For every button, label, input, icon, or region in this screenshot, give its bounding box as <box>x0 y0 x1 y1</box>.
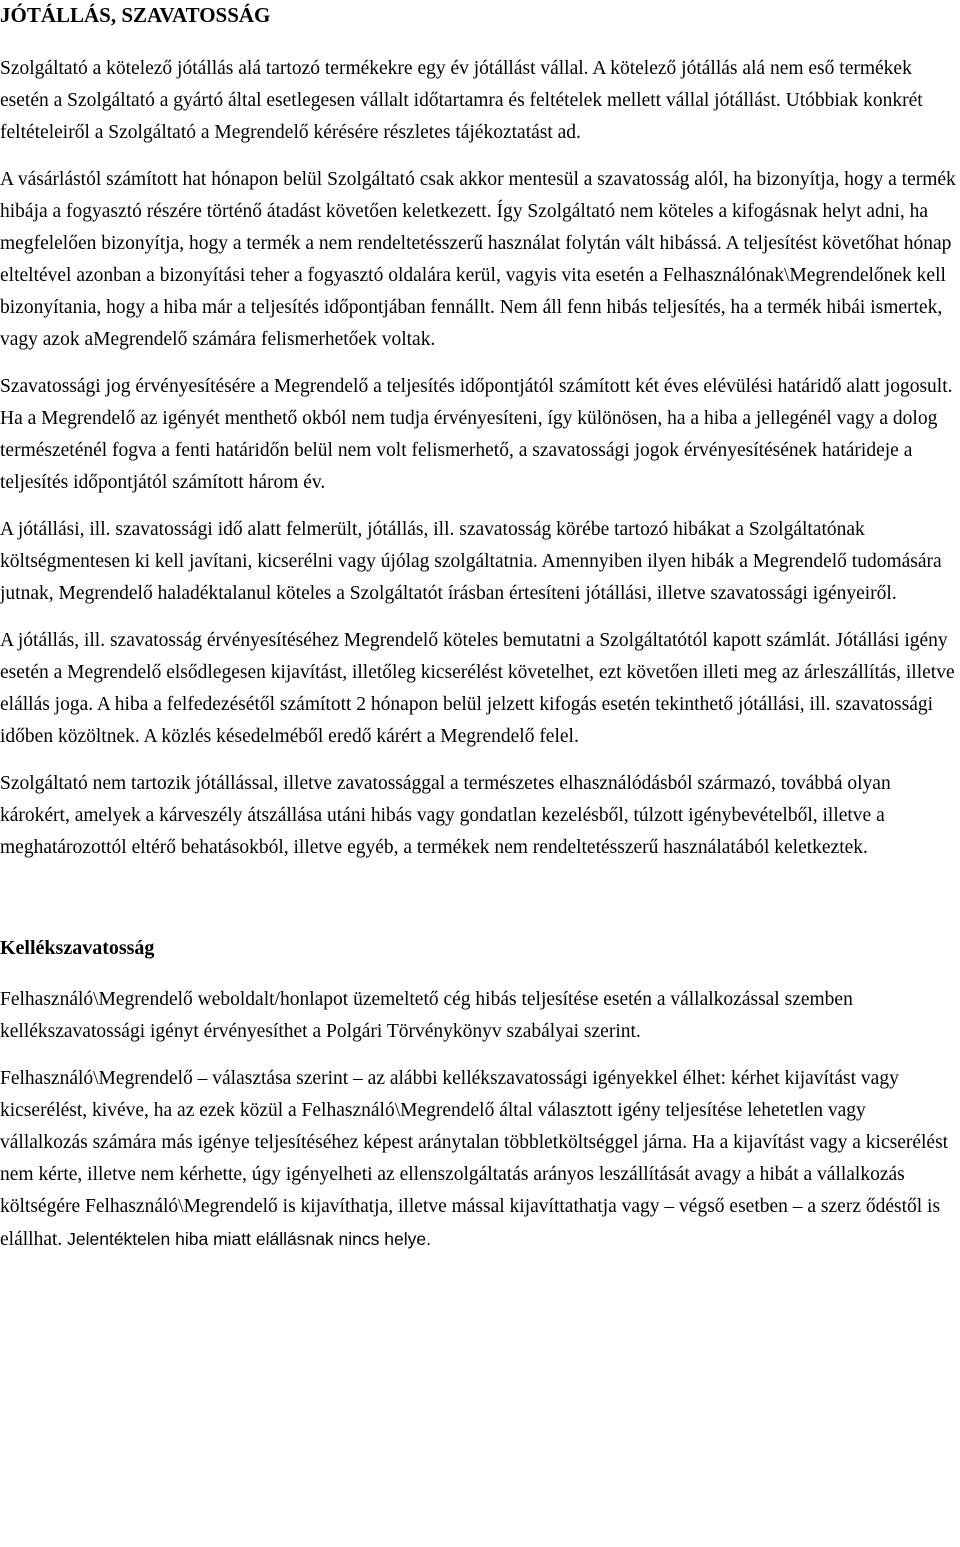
section-title: JÓTÁLLÁS, SZAVATOSSÁG <box>0 3 271 27</box>
paragraph-szavatossag-hat-honap <box>0 164 958 356</box>
paragraph-jotallas-1 <box>0 53 958 149</box>
paragraph-szavatossag-hat-honap-part-a: A vásárlástól számított hat hónapon belül Szolgáltató csak akkor mentesül a szavatosság alól, ha bizonyítja, hogy a termék hibája a fogyasztó részére történő átadást követően keletkezett. Így Szolgáltató nem köteles a kifogásnak helyt adni, ha megfelelően bizonyítja, hogy a termék a nem rendeltetésszerű használat folytán vált hibássá. <box>0 169 956 254</box>
paragraph-kellek-2-tail: Jelentéktelen hiba miatt elállásnak nincs helye. <box>62 1229 431 1249</box>
paragraph-kellek-2-main: Felhasználó\Megrendelő – választása szerint – az alábbi kellékszavatossági igényekkel élhet: kérhet kijavítást vagy kicserélést, kivéve, ha az ezek közül a Felhasználó\Megrendelő által választott igény teljesítése lehetetlen vagy vállalkozás számára más igénye teljesítéséhez képest aránytalan többletköltséggel járna. Ha a kijavítást vagy a kicserélést nem kérte, illetve nem kérhette, úgy igényelheti az ellenszolgáltatás arányos leszállítását avagy a hibát a vállalkozás költségére Felhasználó\Megrendelő is kijavíthatja, illetve mással kijavíttathatja vagy – végső esetben – a szerz ődéstől is elállhat. <box>0 1068 949 1250</box>
paragraph-kizart-esetek: Szolgáltató nem tartozik jótállással, illetve zavatossággal a természetes elhasználódásból származó, továbbá olyan károkért, amelyek a kárveszély átszállása utáni hibás vagy gondatlan kezelésből, túlzott igénybevételből, illetve a meghatározottól eltérő behatásokból, illetve egyéb, a termékek nem rendeltetésszerű használatából keletkeztek. <box>0 773 891 858</box>
kellekszavatossag-heading: Kellékszavatosság <box>0 937 155 959</box>
paragraph-szamla-bemutatasa: A jótállás, ill. szavatosság érvényesítéséhez Megrendelő köteles bemutatni a Szolgáltatótól kapott számlát. Jótállási igény esetén a Megrendelő elsődlegesen kijavítást, illetőleg kicserélést követelhet, ezt követően illeti meg az árleszállítás, illetve elállás joga. A hiba a felfedezésétől számított 2 hónapon belül jelzett kifogás esetén tekinthető jótállási, ill. szavatossági időben közöltnek. A közlés késedelméből eredő kárért a Megrendelő felel. <box>0 630 955 747</box>
paragraph-kellek-1: Felhasználó\Megrendelő weboldalt/honlapot üzemeltető cég hibás teljesítése esetén a vállalkozással szemben kellékszavatossági igényt érvényesíthet a Polgári Törvénykönyv szabályai szerint. <box>0 989 853 1042</box>
paragraph-szavatossagi-jog: Szavatossági jog érvényesítésére a Megrendelő a teljesítés időpontjától számított két éves elévülési határidő alatt jogosult. Ha a Megrendelő az igényét menthető okból nem tudja érvényesíteni, így különösen, ha a hiba a jellegénél vagy a dolog természeténél fogva a fenti határidőn belül nem volt felismerhető, a szavatossági jogok érvényesítésének határideje a teljesítés időpontjától számított három év. <box>0 376 953 493</box>
paragraph-hibak-javitasa: A jótállási, ill. szavatossági idő alatt felmerült, jótállás, ill. szavatosság körébe tartozó hibákat a Szolgáltatónak költségmentesen ki kell javítani, kicserélni vagy újólag szolgáltatnia. Amennyiben ilyen hibák a Megrendelő tudomására jutnak, Megrendelő haladéktalanul köteles a Szolgáltatót írásban értesíteni jótállási, illetve szavatossági igényeiről. <box>0 519 942 604</box>
paragraph-szavatossag-hat-honap-part-b: A teljesítést követőhat hónap elteltével azonban a bizonyítási teher a fogyasztó oldalára kerül, vagyis vita esetén a Felhasználónak\Megrendelőnek kell bizonyítania, hogy a hiba már a teljesítés időpontjában fennállt. Nem áll fenn hibás teljesítés, ha a termék hibái ismertek, vagy azok aMegrendelő számára felismerhetőek voltak. <box>0 233 952 350</box>
paragraph-kellek-2 <box>0 1063 958 1256</box>
paragraph-jotallas-1-part-b: Utóbbiak konkrét feltételeiről a Szolgáltató a Megrendelő kérésére részletes tájékoztatást ad. <box>0 90 923 143</box>
paragraph-jotallas-1-part-a: Szolgáltató a kötelező jótállás alá tartozó termékekre egy év jótállást vállal. A kötelező jótállás alá nem eső termékek esetén a Szolgáltató a gyártó által esetlegesen vállalt időtartamra és feltételek mellett vállal jótállást. <box>0 58 912 111</box>
